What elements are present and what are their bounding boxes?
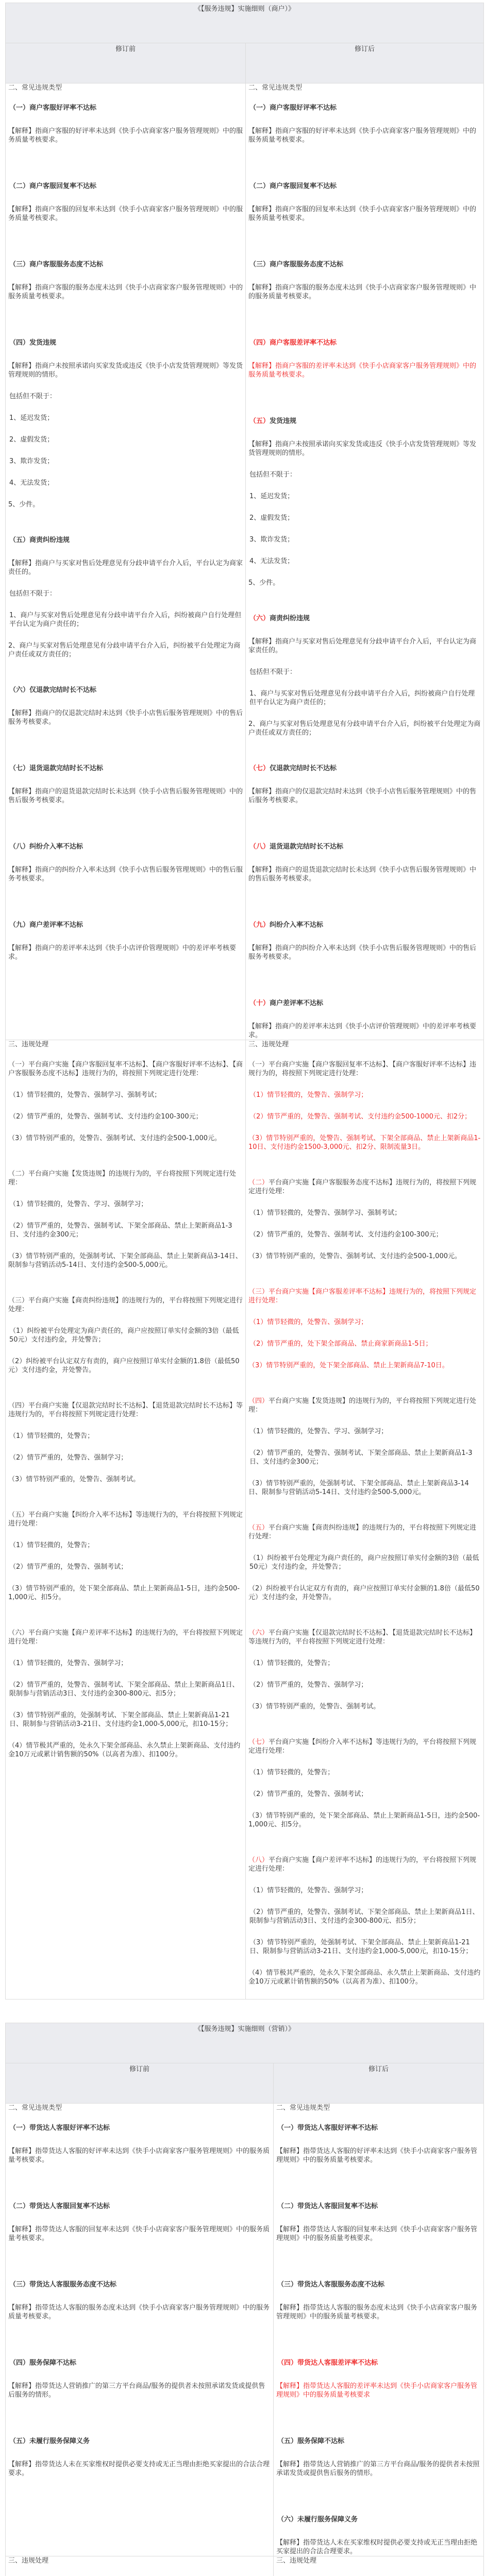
penalty-item: （1）纠纷被平台处理定为商户责任的，商户应按照订单实付金额的3倍（最低50元）支付违约金，并处警告；	[9, 1327, 243, 1344]
violation-title	[249, 338, 481, 347]
comparison-tables	[0, 3, 486, 2576]
penalty-item: （2）情节严重的，处警告、强制考试、下架全部商品、禁止上架新商品1日、限制参与营销活动3日、支付违约金300-800元、扣5分；	[9, 1681, 243, 1698]
violation-title	[249, 764, 481, 773]
violation-explanation: 【解释】指商户的退货退款完结时长未达到《快手小店售后服务管理规则》中的售后服务考核要求。	[248, 866, 481, 883]
penalty-item: （2）情节严重的，处警告、强制考试；	[9, 1563, 243, 1571]
column-header-after: 修订后	[246, 43, 484, 83]
violation-explanation: 【解释】指带货达人客服的回复率未达到《快手小店商家客户服务管理规则》中的服务质量考核要求。	[276, 2225, 481, 2243]
violation-name: 商责纠纷违规	[270, 615, 310, 622]
violation-name: 服务保障不达标	[297, 2437, 344, 2445]
section-violation-types	[6, 2104, 484, 2556]
violation-title	[277, 2124, 481, 2132]
section-violation-types	[6, 83, 484, 1040]
penalty-clause	[248, 1738, 481, 1755]
violation-explanation: 【解释】指商户客服的好评率未达到《快手小店商家客户服务管理规则》中的服务质量考核要求。	[8, 127, 243, 144]
violation-title	[277, 2202, 481, 2211]
penalty-clause	[248, 1629, 481, 1646]
penalty-clause	[248, 1287, 481, 1305]
violation-explanation: 【解释】指商户的仅退款完结时未达到《快手小店售后服务管理规则》中的售后服务考核要求。	[248, 787, 481, 805]
violation-explanation: 【解释】指带货达人客服的好评率未达到《快手小店商家客户服务管理规则》中的服务质量考核要求。	[276, 2147, 481, 2164]
column-header-before: 修订前	[6, 43, 246, 83]
violation-name: 商户客服好评率不达标	[270, 104, 337, 112]
list-item: 2、虚假发货；	[9, 435, 243, 444]
types-cell-before	[6, 2104, 274, 2556]
list-item: 1、商户与买家对售后处理意见有分歧申请平台介入后，纠纷被商户自行处理但平台认定为商户责任的；	[249, 689, 481, 707]
list-item: 1、商户与买家对售后处理意见有分歧申请平台介入后，纠纷被商户自行处理但平台认定为商户责任的；	[9, 611, 243, 629]
violation-explanation: 【解释】指商户未按照承诺向买家发货或违反《快手小店发货管理规则》等发货管理规则的情形。	[248, 440, 481, 457]
penalties-cell-after	[246, 1040, 484, 1999]
violation-explanation: 【解释】指商户与买家对售后处理意见有分歧申请平台介入后，平台认定为商家责任的。	[248, 637, 481, 655]
violation-explanation: 【解释】指商户的仅退款完结时未达到《快手小店售后服务管理规则》中的售后服务考核要求。	[8, 709, 243, 726]
penalties-cell-before	[6, 1040, 246, 1999]
violation-explanation: 【解释】指带货达人未在买家维权时提供必要支持或无正当理由拒绝买家提出的合法合理要求。	[276, 2538, 481, 2556]
section-heading: 二、常见违规类型	[276, 2104, 481, 2112]
violation-number: （一）	[249, 104, 270, 112]
violation-explanation: 【解释】指商户与买家对售后处理意见有分歧申请平台介入后，平台认定为商家责任的。	[8, 559, 243, 577]
clause-number: （五）	[248, 1524, 269, 1532]
penalty-item: （2）情节严重的，处警告、强制考试、支付违约金100-300元；	[249, 1230, 481, 1239]
violation-explanation: 【解释】指商户客服的服务态度未达到《快手小店商家客户服务管理规则》中的服务质量考核要求。	[8, 283, 243, 301]
list-item: 5、少件。	[248, 579, 481, 587]
penalty-clause: （三）平台商户实施【商责纠纷违规】的违规行为的，平台将按照下列规定进行处理：	[8, 1296, 243, 1314]
clause-number: （四）	[248, 1397, 269, 1405]
violation-title: （五）商责纠纷违规	[9, 536, 243, 545]
penalty-item: （1）纠纷被平台处理定为商户责任的，商户应按照订单实付金额的3倍（最低50元）支付违约金，并处警告；	[249, 1554, 481, 1571]
violation-explanation: 【解释】指商户客服的回复率未达到《快手小店商家客户服务管理规则》中的服务质量考核要求。	[248, 205, 481, 223]
violation-title: （九）商户差评率不达标	[9, 921, 243, 929]
clause-text: 平台商户实施【商户差评率不达标】的违规行为的，平台将按照下列规定进行处理：	[248, 1856, 476, 1873]
section-heading: 二、常见违规类型	[8, 83, 243, 92]
violation-explanation: 【解释】指带货达人客服的服务态度未达到《快手小店商家客户服务管理规则》中的服务质量考核要求。	[276, 2303, 481, 2321]
violation-title	[249, 614, 481, 623]
violation-title	[249, 104, 481, 112]
penalty-item: （2）情节严重的，处警告、强制学习；	[9, 1453, 243, 1462]
violation-number: （七）	[249, 765, 270, 772]
penalty-item: （3）情节特别严重的，处强制考试、下架全部商品、禁止上架新商品3-14日、限制参与营销活动5-14日、支付违约金500-5,000元。	[248, 1479, 481, 1497]
clause-number: （六）	[248, 1629, 269, 1637]
violation-explanation: 【解释】指商户的差评率未达到《快手小店评价管理规则》中的差评率考核要求。	[248, 1022, 481, 1040]
table-title: 《【服务违规】实施细则（商户）》	[6, 3, 484, 43]
violation-name: 带货达人客服好评率不达标	[297, 2124, 378, 2132]
violation-explanation: 【解释】指商户的退货退款完结时长未达到《快手小店售后服务管理规则》中的售后服务考核要求。	[8, 787, 243, 805]
violation-title: （八）纠纷介入率不达标	[9, 842, 243, 851]
column-header-before: 修订前	[6, 2063, 274, 2104]
violation-explanation: 【解释】指带货达人客服的好评率未达到《快手小店商家客户服务管理规则》中的服务质量考核要求。	[8, 2147, 271, 2164]
section-heading: 三、违规处理	[248, 1040, 481, 1049]
violation-title: （四）服务保障不达标	[9, 2359, 271, 2367]
penalty-item: （3）情节特别严重的，处警告、强制考试、支付违约金500-1,000元。	[248, 1252, 481, 1261]
clause-number: （三）	[248, 1288, 269, 1296]
penalty-item: （4）情节极其严重的，处永久下架全部商品、永久禁止上架新商品、支付违约金10万元或累计销售额的50%（以高者为准）、扣100分。	[248, 1969, 481, 1986]
list-item: 2、商户与买家对售后处理意见有分歧申请平台介入后，纠纷被平台处理定为商户责任或双方责任的；	[248, 720, 481, 737]
violation-explanation: 【解释】指带货达人营销推广的第三方平台商品/服务的提供者未按照承诺发货或提供售后服务的情形。	[276, 2460, 481, 2478]
violation-number: （十）	[249, 999, 270, 1007]
list-item: 3、欺诈发货；	[9, 457, 243, 466]
clause-text: 平台商户实施【发货违规】的违规行为的，平台将按照下列规定进行处理：	[248, 1397, 476, 1414]
section-penalties	[6, 1040, 484, 1999]
violation-number: （五）	[249, 417, 270, 425]
penalty-item: （3）情节特别严重的，处强制考试、下架全部商品、禁止上架新商品3-14日、限制参与营销活动5-14日、支付违约金500-5,000元。	[8, 1252, 243, 1269]
section-heading: 二、常见违规类型	[248, 83, 481, 92]
penalty-clause	[248, 1397, 481, 1414]
penalty-item: （2）情节严重的，处警告、强制考试、下架全部商品、禁止上架新商品1-3日、支付违约金300元；	[249, 1449, 481, 1466]
violation-name: 纠纷介入率不达标	[270, 921, 323, 929]
clause-number: （二）	[248, 1179, 269, 1187]
penalty-item: （3）情节特别严重的，处下架全部商品、禁止上架新商品1-5日，违约金500-1,000元、扣5分。	[8, 1584, 243, 1602]
list-item: 4、无法发货；	[249, 557, 481, 566]
clause-text: 平台商户实施【纠纷介入率不达标】等违规行为的，平台将按照下列规定进行处理：	[248, 1738, 476, 1755]
penalty-item: （1）情节轻微的，处警告、强制学习；	[9, 1659, 243, 1668]
penalty-clause	[248, 1178, 481, 1196]
violation-title: （七）退货退款完结时长不达标	[9, 764, 243, 773]
violation-title	[249, 999, 481, 1008]
violation-name: 带货达人客服回复率不达标	[297, 2202, 378, 2210]
penalty-clause: （六）平台商户实施【商户差评率不达标】的违规行为的，平台将按照下列规定进行处理：	[8, 1629, 243, 1646]
violation-title: （三）商户客服服务态度不达标	[9, 260, 243, 269]
violation-title: （二）商户客服回复率不达标	[9, 182, 243, 191]
clause-text: 平台商户实施【商户客服服务态度不达标】违规行为的，将按照下列规定进行处理：	[248, 1179, 476, 1195]
column-header-after: 修订后	[274, 2063, 484, 2104]
clause-number: （七）	[248, 1738, 269, 1746]
list-intro: 包括但不限于：	[249, 668, 481, 676]
violation-explanation: 【解释】指带货达人客服的差评率未达到《快手小店商家客户服务管理规则》中的服务质量考核要求	[276, 2382, 481, 2399]
violation-explanation: 【解释】指商户客服的回复率未达到《快手小店商家客户服务管理规则》中的服务质量考核要求。	[8, 205, 243, 223]
penalty-item: （2）情节严重的，处警告、强制考试、支付违约金100-300元；	[9, 1112, 243, 1121]
violation-title: （五）未履行服务保障义务	[9, 2437, 271, 2446]
penalty-item: （3）情节特别严重的，处警告、强制考试、下架全部商品、禁止上架新商品1-10日、支付违约金1500-3,000元、扣2分、限制流量3日。	[248, 1134, 481, 1151]
list-item: 4、无法发货；	[9, 479, 243, 487]
penalty-item: （3）情节特别严重的，处警告、强制考试。	[248, 1702, 481, 1711]
penalty-item: （1）情节轻微的，处警告；	[249, 1659, 481, 1668]
penalty-clause: （一）平台商户实施【商户客服回复率不达标】、【商户客服好评率不达标】、【商户客服服务态度不达标】违规行为的，将按照下列规定进行处理：	[8, 1060, 243, 1078]
penalty-item: （2）纠纷被平台认定双方有责的，商户应按照订单实付金额的1.8倍（最低50元）支付违约金，并处警告。	[248, 1584, 481, 1602]
penalty-item: （2）情节严重的，处警告、强制考试、下架全部商品、禁止上架新商品1-3日、支付违约金300元；	[9, 1222, 243, 1239]
violation-name: 带货达人客服差评率不达标	[297, 2359, 378, 2367]
penalty-item: （2）纠纷被平台认定双方有责的，商户应按照订单实付金额的1.8倍（最低50元）支付违约金，并处警告。	[8, 1357, 243, 1375]
violation-explanation: 【解释】指带货达人营销推广的第三方平台商品/服务的提供者未按照承诺发货或提供售后服务的情形。	[8, 2382, 271, 2399]
clause-number: （八）	[248, 1856, 269, 1864]
section-penalties	[6, 2556, 484, 2576]
penalty-item: （1）情节轻微的，处警告、强制学习；	[249, 1886, 481, 1895]
penalty-item: （3）情节特别严重的，处警告、强制考试、支付违约金500-1,000元。	[8, 1134, 243, 1143]
clause-text: 平台商户实施【商户客服差评率不达标】违规行为的，将按照下列规定进行处理：	[248, 1288, 476, 1304]
violation-title	[249, 417, 481, 426]
violation-name: 未履行服务保障义务	[297, 2516, 358, 2523]
penalty-item: （3）情节特别严重的，处警告、强制考试。	[8, 1475, 243, 1484]
violation-explanation: 【解释】指带货达人未在买家维权时提供必要支持或无正当理由拒绝买家提出的合法合理要求。	[8, 2460, 271, 2478]
violation-name: 带货达人客服服务态度不达标	[297, 2281, 384, 2289]
penalty-item: （2）情节严重的，处下架全部商品、禁止商家新商品1-5日；	[249, 1340, 481, 1348]
violation-explanation: 【解释】指商户的纠纷介入率未达到《快手小店售后服务管理规则》中的售后服务考核要求。	[248, 944, 481, 961]
penalty-item: （3）情节特别严重的，处下架全部商品、禁止上架新商品1-5日，违约金500-1,000元、扣5分。	[248, 1811, 481, 1829]
list-item: 5、少件。	[8, 500, 243, 509]
penalty-item: （1）情节轻微的，处警告、强制学习；	[249, 1318, 481, 1327]
table-spacer	[0, 1999, 486, 2023]
penalty-item: （1）情节轻微的，处警告；	[9, 1541, 243, 1550]
violation-title: （三）带货达人客服服务态度不达标	[9, 2280, 271, 2289]
violation-number: （一）	[277, 2124, 297, 2132]
comparison-table	[5, 3, 484, 1999]
clause-number: （一）	[248, 1061, 269, 1069]
penalty-clause: （四）平台商户实施【仅退款完结时长不达标】、【退货退款完结时长不达标】等违规行为的，平台将按照下列规定进行处理：	[8, 1401, 243, 1419]
violation-explanation: 【解释】指带货达人客服的服务态度未达到《快手小店商家客户服务管理规则》中的服务质量考核要求。	[8, 2303, 271, 2321]
penalty-item: （2）情节严重的，处警告、强制考试、支付违约金500-1000元、扣2分；	[249, 1112, 481, 1121]
penalty-clause	[248, 1060, 481, 1078]
penalty-item: （4）情节极其严重的，处永久下架全部商品、永久禁止上架新商品、支付违约金10万元或累计销售额的50%（以高者为准）、扣100分。	[8, 1741, 243, 1759]
list-item: 1、延迟发货；	[9, 414, 243, 422]
types-cell-before	[6, 83, 246, 1040]
penalties-cell-before	[6, 2556, 274, 2576]
violation-title	[277, 2515, 481, 2524]
list-item: 3、欺诈发货；	[249, 535, 481, 544]
violation-title: （四）发货违规	[9, 338, 243, 347]
violation-number: （八）	[249, 843, 270, 851]
list-intro: 包括但不限于：	[249, 470, 481, 479]
violation-title: （二）带货达人客服回复率不达标	[9, 2202, 271, 2211]
types-cell-after	[246, 83, 484, 1040]
violation-number: （四）	[277, 2359, 297, 2367]
types-cell-after	[274, 2104, 484, 2556]
penalty-item: （1）情节轻微的，处警告、强制学习；	[249, 1091, 481, 1099]
violation-number: （六）	[277, 2516, 297, 2523]
penalty-clause	[248, 1523, 481, 1541]
violation-explanation: 【解释】指商户客服的差评率未达到《快手小店商家客户服务管理规则》中的服务质量考核要求。	[248, 362, 481, 379]
violation-number: （九）	[249, 921, 270, 929]
penalty-item: （2）情节严重的，处警告、强制学习；	[249, 1681, 481, 1689]
section-heading: 二、常见违规类型	[8, 2104, 271, 2112]
violation-number: （五）	[277, 2437, 297, 2445]
violation-title	[249, 260, 481, 269]
list-intro: 包括但不限于：	[9, 589, 243, 598]
penalty-item: （3）情节特别严重的，处强制考试、下架全部商品、禁止上架新商品1-21日、限制参与营销活动3-21日、支付违约金1,000-5,000元，扣10-15分；	[9, 1711, 243, 1728]
violation-number: （三）	[277, 2281, 297, 2289]
clause-text: 平台商户实施【商户客服回复率不达标】、【商户客服好评率不达标】违规行为的，将按照下列规定进行处理：	[248, 1061, 476, 1077]
violation-explanation: 【解释】指商户未按照承诺向买家发货或违反《快手小店发货管理规则》等发货管理规则的情形。	[8, 362, 243, 379]
violation-number: （四）	[249, 339, 270, 347]
penalty-clause	[248, 1856, 481, 1873]
section-heading: 三、违规处理	[276, 2556, 481, 2565]
section-heading: 三、违规处理	[8, 1040, 243, 1049]
violation-title	[277, 2280, 481, 2289]
list-intro: 包括但不限于：	[9, 392, 243, 401]
list-item: 2、虚假发货；	[249, 514, 481, 522]
list-item: 1、延迟发货；	[249, 492, 481, 501]
violation-number: （三）	[249, 261, 270, 268]
violation-explanation: 【解释】指商户的纠纷介入率未达到《快手小店售后服务管理规则》中的售后服务考核要求。	[8, 866, 243, 883]
penalty-item: （3）情节特别严重的，处下架全部商品、禁止上架新商品7-10日。	[248, 1361, 481, 1370]
violation-name: 商户客服服务态度不达标	[270, 261, 343, 268]
violation-title	[277, 2359, 481, 2367]
violation-explanation: 【解释】指商户客服的好评率未达到《快手小店商家客户服务管理规则》中的服务质量考核要求。	[248, 127, 481, 144]
violation-explanation: 【解释】指商户的差评率未达到《快手小店评价管理规则》中的差评率考核要求。	[8, 944, 243, 961]
violation-name: 仅退款完结时长不达标	[270, 765, 337, 772]
penalty-item: （1）情节轻微的，处警告、强制学习、强制考试；	[9, 1091, 243, 1099]
violation-number: （二）	[249, 182, 270, 190]
violation-name: 商户客服差评率不达标	[270, 339, 337, 347]
violation-number: （二）	[277, 2202, 297, 2210]
penalty-item: （1）情节轻微的，处警告；	[249, 1768, 481, 1777]
violation-name: 商户差评率不达标	[270, 999, 323, 1007]
violation-number: （六）	[249, 615, 270, 622]
penalty-item: （1）情节轻微的，处警告；	[9, 1432, 243, 1440]
violation-title: （一）带货达人客服好评率不达标	[9, 2124, 271, 2132]
penalties-cell-after	[274, 2556, 484, 2576]
penalty-item: （2）情节严重的，处警告、强制考试；	[249, 1790, 481, 1799]
violation-title: （一）商户客服好评率不达标	[9, 104, 243, 112]
penalty-item: （3）情节特别严重的，处强制考试、下架全部商品、禁止上架新商品1-21日、限制参与营销活动3-21日、支付违约金1,000-5,000元，扣10-15分；	[249, 1938, 481, 1956]
table-title: 《【服务违规】实施细则（营销）》	[6, 2023, 484, 2063]
comparison-table	[5, 2023, 484, 2576]
clause-text: 平台商户实施【商责纠纷违规】的违规行为的，平台将按照下列规定进行处理：	[248, 1524, 476, 1540]
penalty-clause: （二）平台商户实施【发货违规】的违规行为的，平台将按照下列规定进行处理：	[8, 1170, 243, 1187]
violation-name: 退货退款完结时长不达标	[270, 843, 343, 851]
violation-title: （六）仅退款完结时长不达标	[9, 686, 243, 694]
section-heading: 三、违规处理	[8, 2556, 271, 2565]
violation-title	[277, 2437, 481, 2446]
list-item: 2、商户与买家对售后处理意见有分歧申请平台介入后，纠纷被平台处理定为商户责任或双方责任的；	[8, 641, 243, 659]
penalty-item: （1）情节轻微的，处警告、学习、强制学习；	[249, 1427, 481, 1436]
penalty-clause: （五）平台商户实施【纠纷介入率不达标】等违规行为的，平台将按照下列规定进行处理：	[8, 1511, 243, 1528]
violation-title	[249, 842, 481, 851]
violation-title	[249, 921, 481, 929]
penalty-item: （1）情节轻微的，处警告、强制学习、强制考试；	[249, 1209, 481, 1217]
violation-explanation: 【解释】指商户客服的服务态度未达到《快手小店商家客户服务管理规则》中的服务质量考核要求。	[248, 283, 481, 301]
penalty-item: （1）情节轻微的，处警告、学习、强制学习；	[9, 1200, 243, 1209]
violation-title	[249, 182, 481, 191]
violation-name: 商户客服回复率不达标	[270, 182, 337, 190]
penalty-item: （2）情节严重的，处警告、强制考试、下架全部商品、禁止上架新商品1日、限制参与营销活动3日、支付违约金300-800元、扣5分；	[249, 1908, 481, 1925]
violation-name: 发货违规	[270, 417, 296, 425]
clause-text: 平台商户实施【仅退款完结时长不达标】、【退货退款完结时长不达标】等违规行为的，平台将按照下列规定进行处理：	[248, 1629, 476, 1646]
violation-explanation: 【解释】指带货达人客服的回复率未达到《快手小店商家客户服务管理规则》中的服务质量考核要求。	[8, 2225, 271, 2243]
